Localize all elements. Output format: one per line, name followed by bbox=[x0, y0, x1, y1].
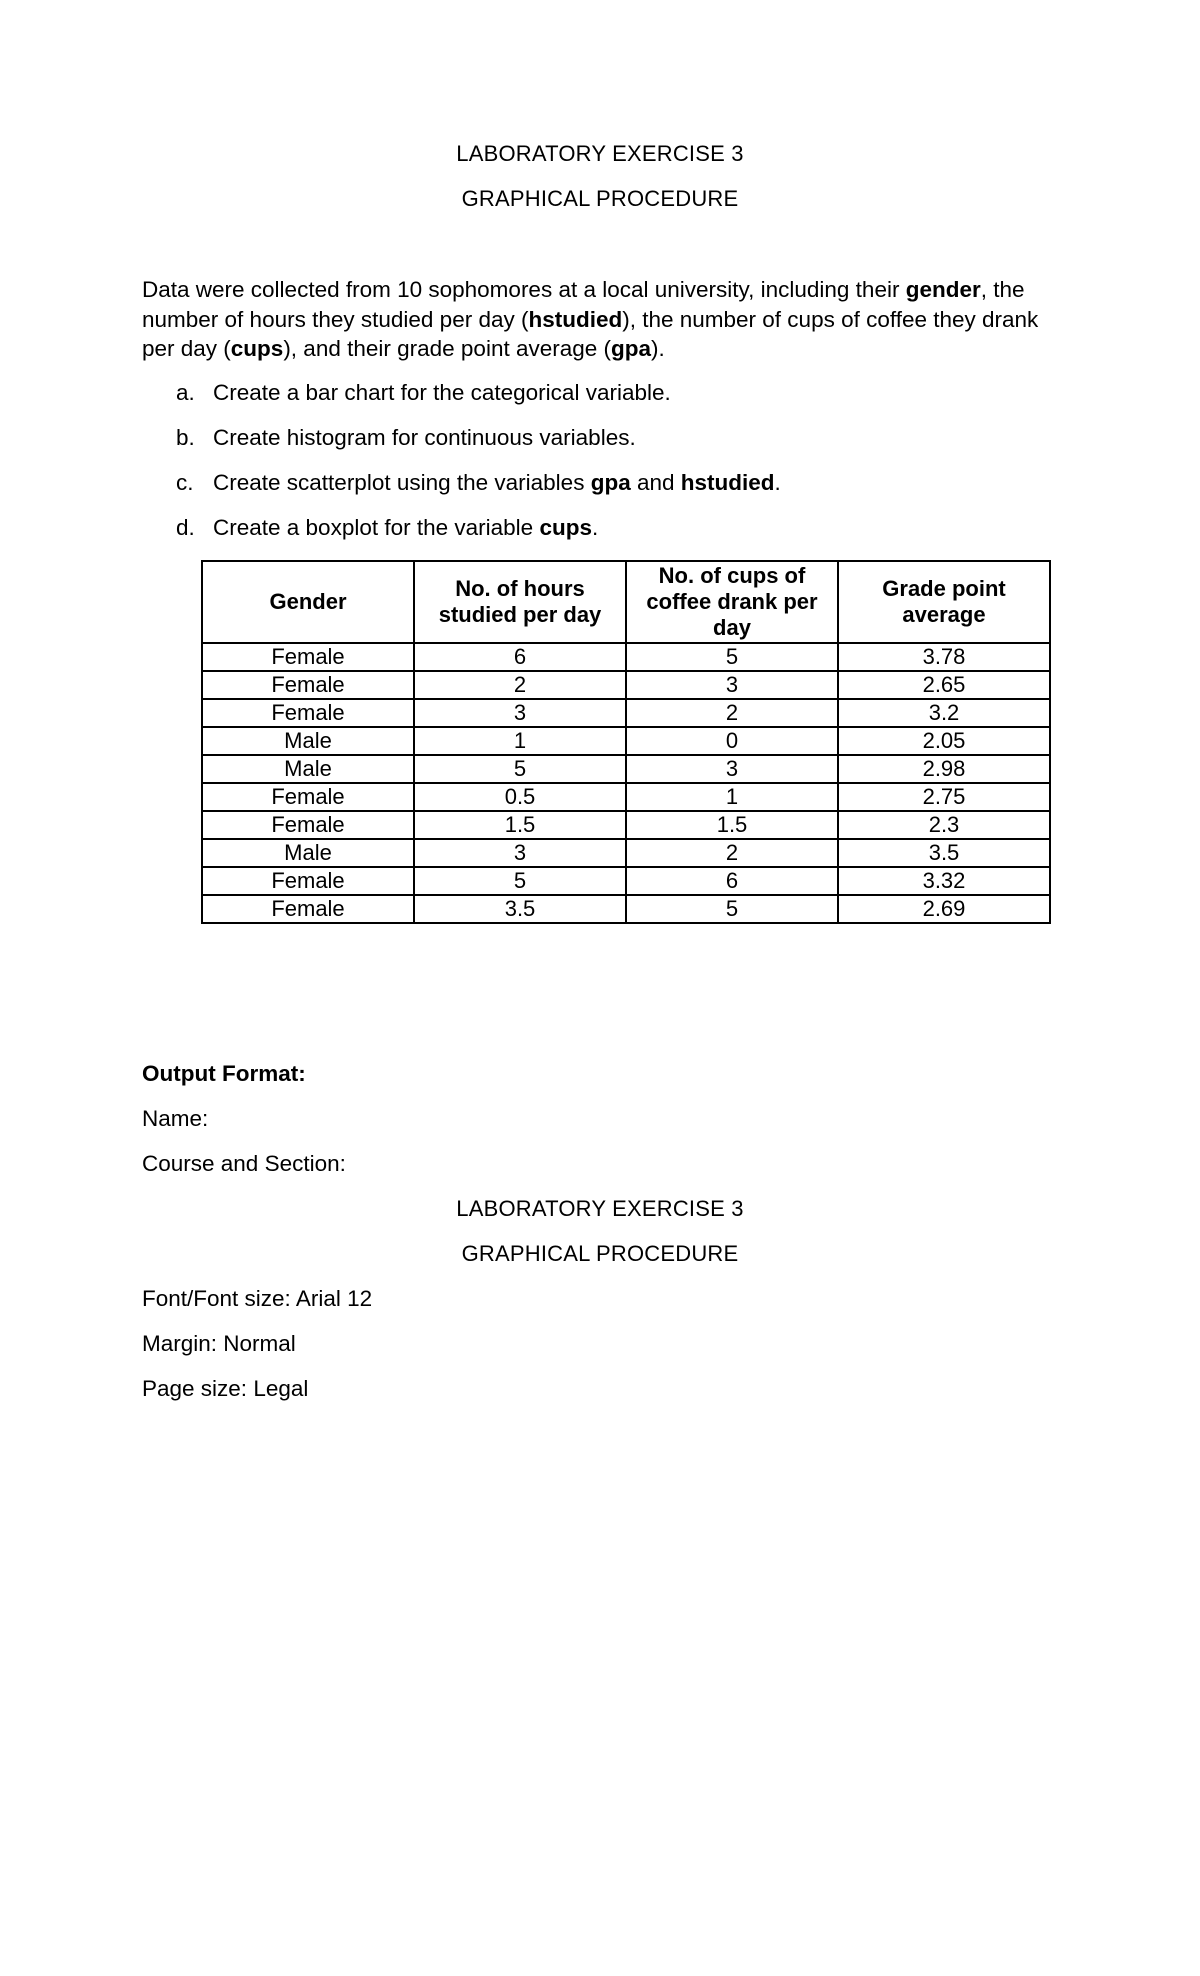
cell-gpa: 2.69 bbox=[838, 895, 1050, 923]
table-row bbox=[202, 643, 1050, 671]
cell-gpa: 2.98 bbox=[838, 755, 1050, 783]
header-cups-coffee: No. of cups of coffee drank per day bbox=[626, 561, 838, 643]
task-c: c. Create scatterplot using the variables gpa and hstudied. bbox=[176, 470, 781, 495]
cell-gpa: 3.2 bbox=[838, 699, 1050, 727]
table-row bbox=[202, 895, 1050, 923]
cell-cups: 5 bbox=[626, 895, 838, 923]
header-gpa: Grade point average bbox=[838, 561, 1050, 643]
cell-cups: 2 bbox=[626, 839, 838, 867]
cell-gender: Female bbox=[202, 671, 414, 699]
cell-gender: Male bbox=[202, 839, 414, 867]
cell-hours: 2 bbox=[414, 671, 626, 699]
table-row bbox=[202, 755, 1050, 783]
cell-hours: 1.5 bbox=[414, 811, 626, 839]
table-row bbox=[202, 867, 1050, 895]
data-table bbox=[201, 560, 1051, 924]
cell-gender: Male bbox=[202, 727, 414, 755]
cell-cups: 6 bbox=[626, 867, 838, 895]
task-b: b. Create histogram for continuous variables. bbox=[176, 425, 636, 450]
cell-gender: Female bbox=[202, 643, 414, 671]
cell-hours: 3 bbox=[414, 839, 626, 867]
course-section-label: Course and Section: bbox=[142, 1151, 346, 1176]
cell-gender: Female bbox=[202, 783, 414, 811]
cell-gender: Female bbox=[202, 811, 414, 839]
cell-cups: 3 bbox=[626, 671, 838, 699]
name-label: Name: bbox=[142, 1106, 209, 1131]
cell-gpa: 2.65 bbox=[838, 671, 1050, 699]
header-gender: Gender bbox=[202, 561, 414, 643]
task-d: d. Create a boxplot for the variable cups. bbox=[176, 515, 599, 540]
cell-gpa: 2.75 bbox=[838, 783, 1050, 811]
cell-gpa: 3.78 bbox=[838, 643, 1050, 671]
cell-gpa: 2.3 bbox=[838, 811, 1050, 839]
cell-gender: Female bbox=[202, 895, 414, 923]
intro-paragraph: Data were collected from 10 sophomores at a local university, including their gender, the number of hours they studied per day (hstudied), the number of cups of coffee they drank per day (cups), and their grade point average (gpa). bbox=[142, 277, 1039, 361]
cell-cups: 3 bbox=[626, 755, 838, 783]
exercise-subtitle: GRAPHICAL PROCEDURE bbox=[461, 186, 739, 211]
output-title: LABORATORY EXERCISE 3 bbox=[456, 1196, 744, 1221]
cell-gpa: 3.5 bbox=[838, 839, 1050, 867]
cell-hours: 6 bbox=[414, 643, 626, 671]
exercise-title: LABORATORY EXERCISE 3 bbox=[456, 141, 744, 166]
cell-gender: Female bbox=[202, 699, 414, 727]
table-row bbox=[202, 783, 1050, 811]
page-size-spec: Page size: Legal bbox=[142, 1376, 309, 1401]
table-row bbox=[202, 839, 1050, 867]
cell-gpa: 2.05 bbox=[838, 727, 1050, 755]
cell-cups: 5 bbox=[626, 643, 838, 671]
table-row bbox=[202, 727, 1050, 755]
cell-cups: 0 bbox=[626, 727, 838, 755]
output-format-heading: Output Format: bbox=[142, 1061, 306, 1086]
cell-hours: 5 bbox=[414, 867, 626, 895]
cell-cups: 2 bbox=[626, 699, 838, 727]
output-subtitle: GRAPHICAL PROCEDURE bbox=[461, 1241, 739, 1266]
header-hours-studied: No. of hours studied per day bbox=[414, 561, 626, 643]
cell-hours: 3 bbox=[414, 699, 626, 727]
font-spec: Font/Font size: Arial 12 bbox=[142, 1286, 373, 1311]
cell-gender: Female bbox=[202, 867, 414, 895]
cell-hours: 3.5 bbox=[414, 895, 626, 923]
cell-hours: 5 bbox=[414, 755, 626, 783]
table-row bbox=[202, 671, 1050, 699]
margin-spec: Margin: Normal bbox=[142, 1331, 296, 1356]
cell-hours: 0.5 bbox=[414, 783, 626, 811]
cell-gender: Male bbox=[202, 755, 414, 783]
cell-cups: 1.5 bbox=[626, 811, 838, 839]
table-row bbox=[202, 699, 1050, 727]
cell-cups: 1 bbox=[626, 783, 838, 811]
task-a: a. Create a bar chart for the categorical variable. bbox=[176, 380, 671, 405]
table-row bbox=[202, 811, 1050, 839]
cell-gpa: 3.32 bbox=[838, 867, 1050, 895]
table-header-row bbox=[202, 561, 1050, 643]
cell-hours: 1 bbox=[414, 727, 626, 755]
